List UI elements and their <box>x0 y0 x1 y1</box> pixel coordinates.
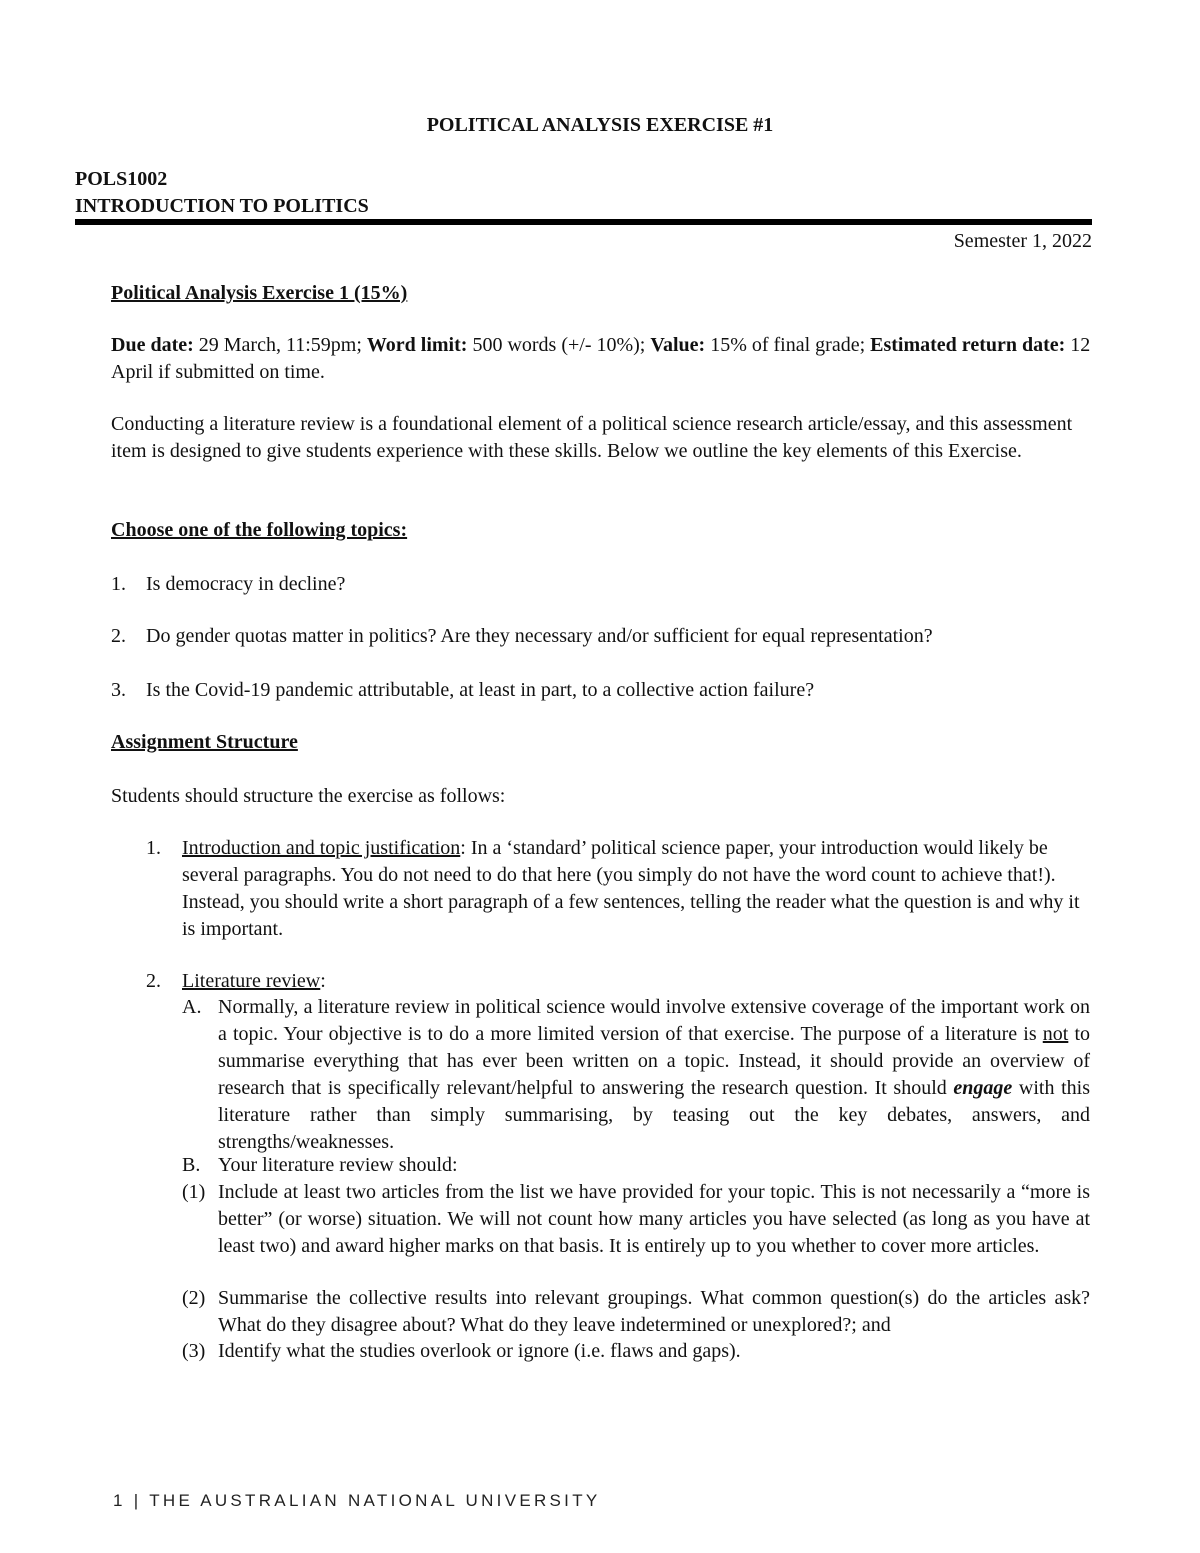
topic-item <box>111 677 1091 704</box>
sub-item-text: Your literature review should: <box>218 1154 458 1176</box>
emphasis-engage: engage <box>953 1077 1013 1099</box>
sub-item-text: with this literature rather than simply summarising, by teasing out the key debates, answers, and strengths/weaknesses. <box>218 1077 1091 1153</box>
step-number: 2. <box>146 970 161 992</box>
sub-item-text: Normally, a literature review in political science would involve extensive coverage of the important work on a topic. Your objective is to do a more limited version of that exercise. The purpose of a literature is <box>218 996 1090 1045</box>
sub-item-b <box>182 1152 1090 1179</box>
document-title: POLITICAL ANALYSIS EXERCISE #1 <box>426 114 774 136</box>
topic-text: Is democracy in decline? <box>146 573 346 595</box>
semester-label: Semester 1, 2022 <box>953 230 1092 252</box>
step-title: Literature review <box>182 970 321 992</box>
due-date-label: Due date: <box>111 334 194 356</box>
step-colon: : <box>320 970 326 992</box>
topic-number: 3. <box>111 679 126 701</box>
topic-item <box>111 571 1091 598</box>
requirement-marker: (1) <box>182 1181 206 1203</box>
topic-text: Is the Covid-19 pandemic attributable, at least in part, to a collective action failure? <box>146 679 815 701</box>
requirement-marker: (3) <box>182 1340 206 1362</box>
step-title: Introduction and topic justification <box>182 837 461 859</box>
course-code: POLS1002 <box>75 168 168 190</box>
course-name: INTRODUCTION TO POLITICS <box>75 195 369 217</box>
due-date-value: 29 March, 11:59pm; <box>193 334 367 356</box>
topic-number: 1. <box>111 573 126 595</box>
requirement-text: Identify what the studies overlook or ignore (i.e. flaws and gaps). <box>218 1340 741 1362</box>
value-label: Value: <box>650 334 706 356</box>
topic-item <box>111 623 1091 650</box>
step-number: 1. <box>146 837 161 859</box>
requirement-text: Summarise the collective results into relevant groupings. What common question(s) do the articles ask? What do they disagree about? What do they leave indetermined or unexplored?; and <box>218 1287 1090 1336</box>
sub-item-a <box>182 994 1091 1156</box>
step-text: : In a ‘standard’ political science paper, your introduction would likely be several paragraphs. You do not need to do that here (you simply do not have the word count to achieve that!). Instead, you should write a short paragraph of a few sentences, telling the reader what the question is and why it is important. <box>182 837 1080 940</box>
requirement-item <box>182 1338 1090 1365</box>
sub-item-marker: B. <box>182 1154 201 1176</box>
section-heading: Political Analysis Exercise 1 (15%) <box>111 282 408 304</box>
return-date-label: Estimated return date: <box>870 334 1066 356</box>
topics-heading: Choose one of the following topics: <box>111 519 408 541</box>
word-limit-label: Word limit: <box>366 334 468 356</box>
requirement-marker: (2) <box>182 1287 206 1309</box>
structure-step-introduction <box>146 835 1090 943</box>
header-rule <box>75 219 1092 225</box>
value-value: 15% of final grade; <box>705 334 871 356</box>
structure-step-literature-review <box>146 968 326 995</box>
emphasis-not: not <box>1042 1023 1069 1045</box>
structure-intro: Students should structure the exercise as follows: <box>111 785 506 807</box>
return-date-value: 12 April if submitted on time. <box>111 334 1091 383</box>
word-limit-value: 500 words (+/- 10%); <box>467 334 651 356</box>
intro-paragraph: Conducting a literature review is a foundational element of a political science research article/essay, and this assessment item is designed to give students experience with these skills. Below we outline the key elements of this Exercise. <box>111 413 1073 462</box>
requirement-text: Include at least two articles from the list we have provided for your topic. This is not necessarily a “more is better” (or worse) situation. We will not count how many articles you have selected (as long as you have at least two) and award higher marks on that basis. It is entirely up to you whether to cover more articles. <box>218 1181 1090 1257</box>
topic-number: 2. <box>111 625 126 647</box>
requirement-item <box>182 1285 1090 1339</box>
due-date-paragraph <box>111 332 1091 386</box>
topic-text: Do gender quotas matter in politics? Are they necessary and/or sufficient for equal representation? <box>146 625 933 647</box>
requirement-item <box>182 1179 1090 1260</box>
page-footer: 1 | THE AUSTRALIAN NATIONAL UNIVERSITY <box>113 1491 601 1510</box>
sub-item-text: to summarise everything that has ever been written on a topic. Instead, it should provide an overview of research that is specifically relevant/helpful to answering the research question. It should <box>218 1023 1090 1099</box>
structure-heading: Assignment Structure <box>111 731 298 753</box>
sub-item-marker: A. <box>182 996 202 1018</box>
